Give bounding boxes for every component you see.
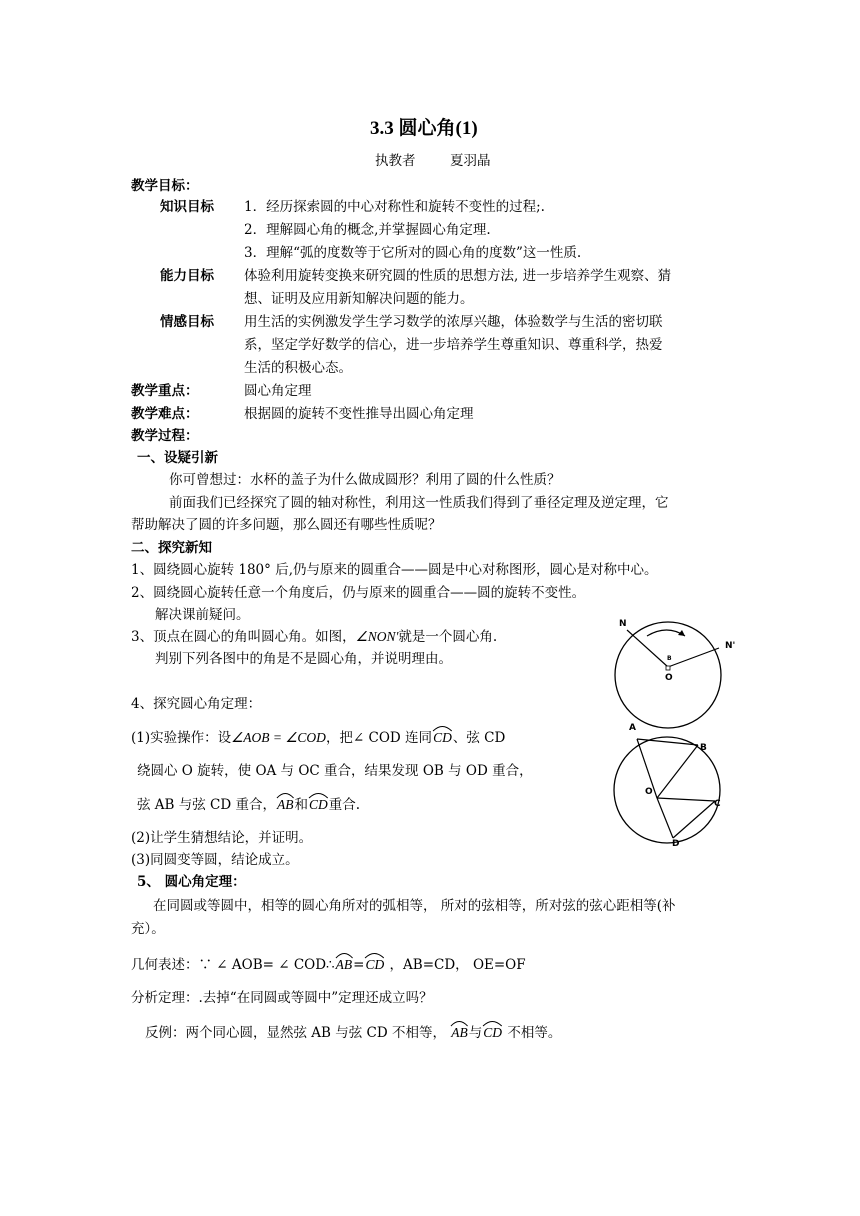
- emotion-goal-line: 系，坚定学好数学的信心，进一步培养学生尊重知识、尊重科学，热爱: [244, 337, 663, 353]
- arc-ab: AB: [276, 797, 295, 813]
- experiment-line: (1)实验操作：设∠AOB = ∠COD，把∠ COD 连同 CD、弦 CD: [131, 730, 505, 746]
- goals-heading: 教学目标：: [131, 178, 199, 194]
- radius-ob: [657, 745, 698, 798]
- arc-ab: AB: [450, 1025, 469, 1041]
- section1-paragraph: 前面我们已经探究了圆的轴对称性，利用这一性质我们得到了垂径定理及逆定理，它: [169, 495, 669, 511]
- section2-item: 判别下列各图中的角是不是圆心角，并说明理由。: [155, 651, 452, 667]
- label-c: C: [714, 799, 721, 809]
- arc-cd: CD: [308, 797, 329, 813]
- emotion-goal-label: 情感目标: [160, 314, 214, 330]
- arc-cd: CD: [364, 957, 385, 973]
- section2-item: 1、圆绕圆心旋转 180° 后,仍与原来的圆重合——圆是中心对称图形，圆心是对称中心。: [131, 562, 658, 578]
- radius-on-prime: [668, 648, 719, 667]
- arc-chord-figure: [605, 718, 735, 848]
- section2-heading: 二、探究新知: [131, 540, 212, 556]
- radius-od: [657, 798, 673, 838]
- geometric-statement: 几何表述：∵ ∠ AOB= ∠ COD∴ AB= CD ，AB=CD， OE=OF: [131, 957, 526, 973]
- arc-cd: CD: [482, 1025, 503, 1041]
- section1-paragraph: 帮助解决了圆的许多问题，那么圆还有哪些性质呢？: [131, 517, 442, 533]
- label-d: D: [672, 839, 680, 848]
- label-n-prime: N': [725, 641, 736, 651]
- central-angle-figure: [605, 610, 745, 735]
- process-label: 教学过程：: [131, 428, 199, 444]
- arc-cd: CD: [432, 730, 453, 746]
- ability-goal-line: 体验利用旋转变换来研究圆的性质的思想方法, 进一步培养学生观察、猜: [244, 268, 672, 284]
- section1-heading: 一、设疑引新: [137, 450, 218, 466]
- center-mark: [666, 666, 670, 670]
- knowledge-goal-item: 2．理解圆心角的概念,并掌握圆心角定理.: [244, 222, 491, 238]
- label-b: B: [667, 655, 672, 662]
- label-b: B: [700, 743, 707, 753]
- counterexample-text: 反例：两个同心圆，显然弦 AB 与弦 CD 不相等， AB与 CD 不相等。: [145, 1025, 561, 1041]
- label-a: A: [629, 723, 636, 733]
- key-point-label: 教学重点：: [131, 383, 199, 399]
- experiment-line: 弦 AB 与弦 CD 重合， AB和 CD重合.: [137, 797, 360, 813]
- author-label: 执教者: [375, 153, 416, 169]
- theorem-text: 充）。: [131, 921, 165, 937]
- emotion-goal-line: 生活的积极心态。: [244, 360, 352, 376]
- author-name: 夏羽晶: [450, 153, 491, 169]
- section2-item: (2)让学生猜想结论，并证明。: [131, 830, 313, 846]
- page-title: 3.3 圆心角(1): [370, 118, 478, 139]
- section2-item: 2、圆绕圆心旋转任意一个角度后，仍与原来的圆重合——圆的旋转不变性。: [131, 585, 586, 601]
- ability-goal-label: 能力目标: [160, 268, 214, 284]
- section5-heading: 5、 圆心角定理：: [137, 874, 246, 890]
- section2-item: (3)同圆变等圆，结论成立。: [131, 852, 299, 868]
- label-o: O: [645, 787, 653, 797]
- angle-equality-formula: ∠AOB = ∠COD: [231, 730, 326, 745]
- theorem-text: 在同圆或等圆中，相等的圆心角所对的弧相等， 所对的弦相等，所对弦的弦心距相等(补: [153, 898, 676, 914]
- key-point-text: 圆心角定理: [244, 383, 312, 399]
- section1-paragraph: 你可曾想过：水杯的盖子为什么做成圆形？利用了圆的什么性质？: [169, 472, 561, 488]
- section2-item: 解决课前疑问。: [155, 607, 250, 623]
- difficulty-text: 根据圆的旋转不变性推导出圆心角定理: [244, 406, 474, 422]
- angle-non-formula: ∠NON′: [355, 629, 399, 644]
- analysis-text: 分析定理：.去掉“在同圆或等圆中”定理还成立吗？: [131, 990, 433, 1006]
- chord-cd: [673, 801, 715, 838]
- arc-ab: AB: [335, 957, 354, 973]
- section2-item: 4、探究圆心角定理：: [131, 696, 262, 712]
- section2-item: 3、顶点在圆心的角叫圆心角。如图，∠NON′就是一个圆心角.: [131, 629, 498, 645]
- ability-goal-line: 想、证明及应用新知解决问题的能力。: [244, 291, 474, 307]
- radius-oc: [657, 798, 715, 801]
- difficulty-label: 教学难点：: [131, 406, 199, 422]
- knowledge-goal-item: 1．经历探索圆的中心对称性和旋转不变性的过程;.: [244, 199, 545, 215]
- knowledge-goal-item: 3．理解“弧的度数等于它所对的圆心角的度数”这一性质.: [244, 245, 582, 261]
- label-n: N: [619, 619, 627, 629]
- knowledge-goal-label: 知识目标: [160, 199, 214, 215]
- experiment-line: 绕圆心 O 旋转，使 OA 与 OC 重合，结果发现 OB 与 OD 重合，: [137, 763, 533, 779]
- emotion-goal-line: 用生活的实例激发学生学习数学的浓厚兴趣，体验数学与生活的密切联: [244, 314, 663, 330]
- label-o: O: [665, 673, 673, 683]
